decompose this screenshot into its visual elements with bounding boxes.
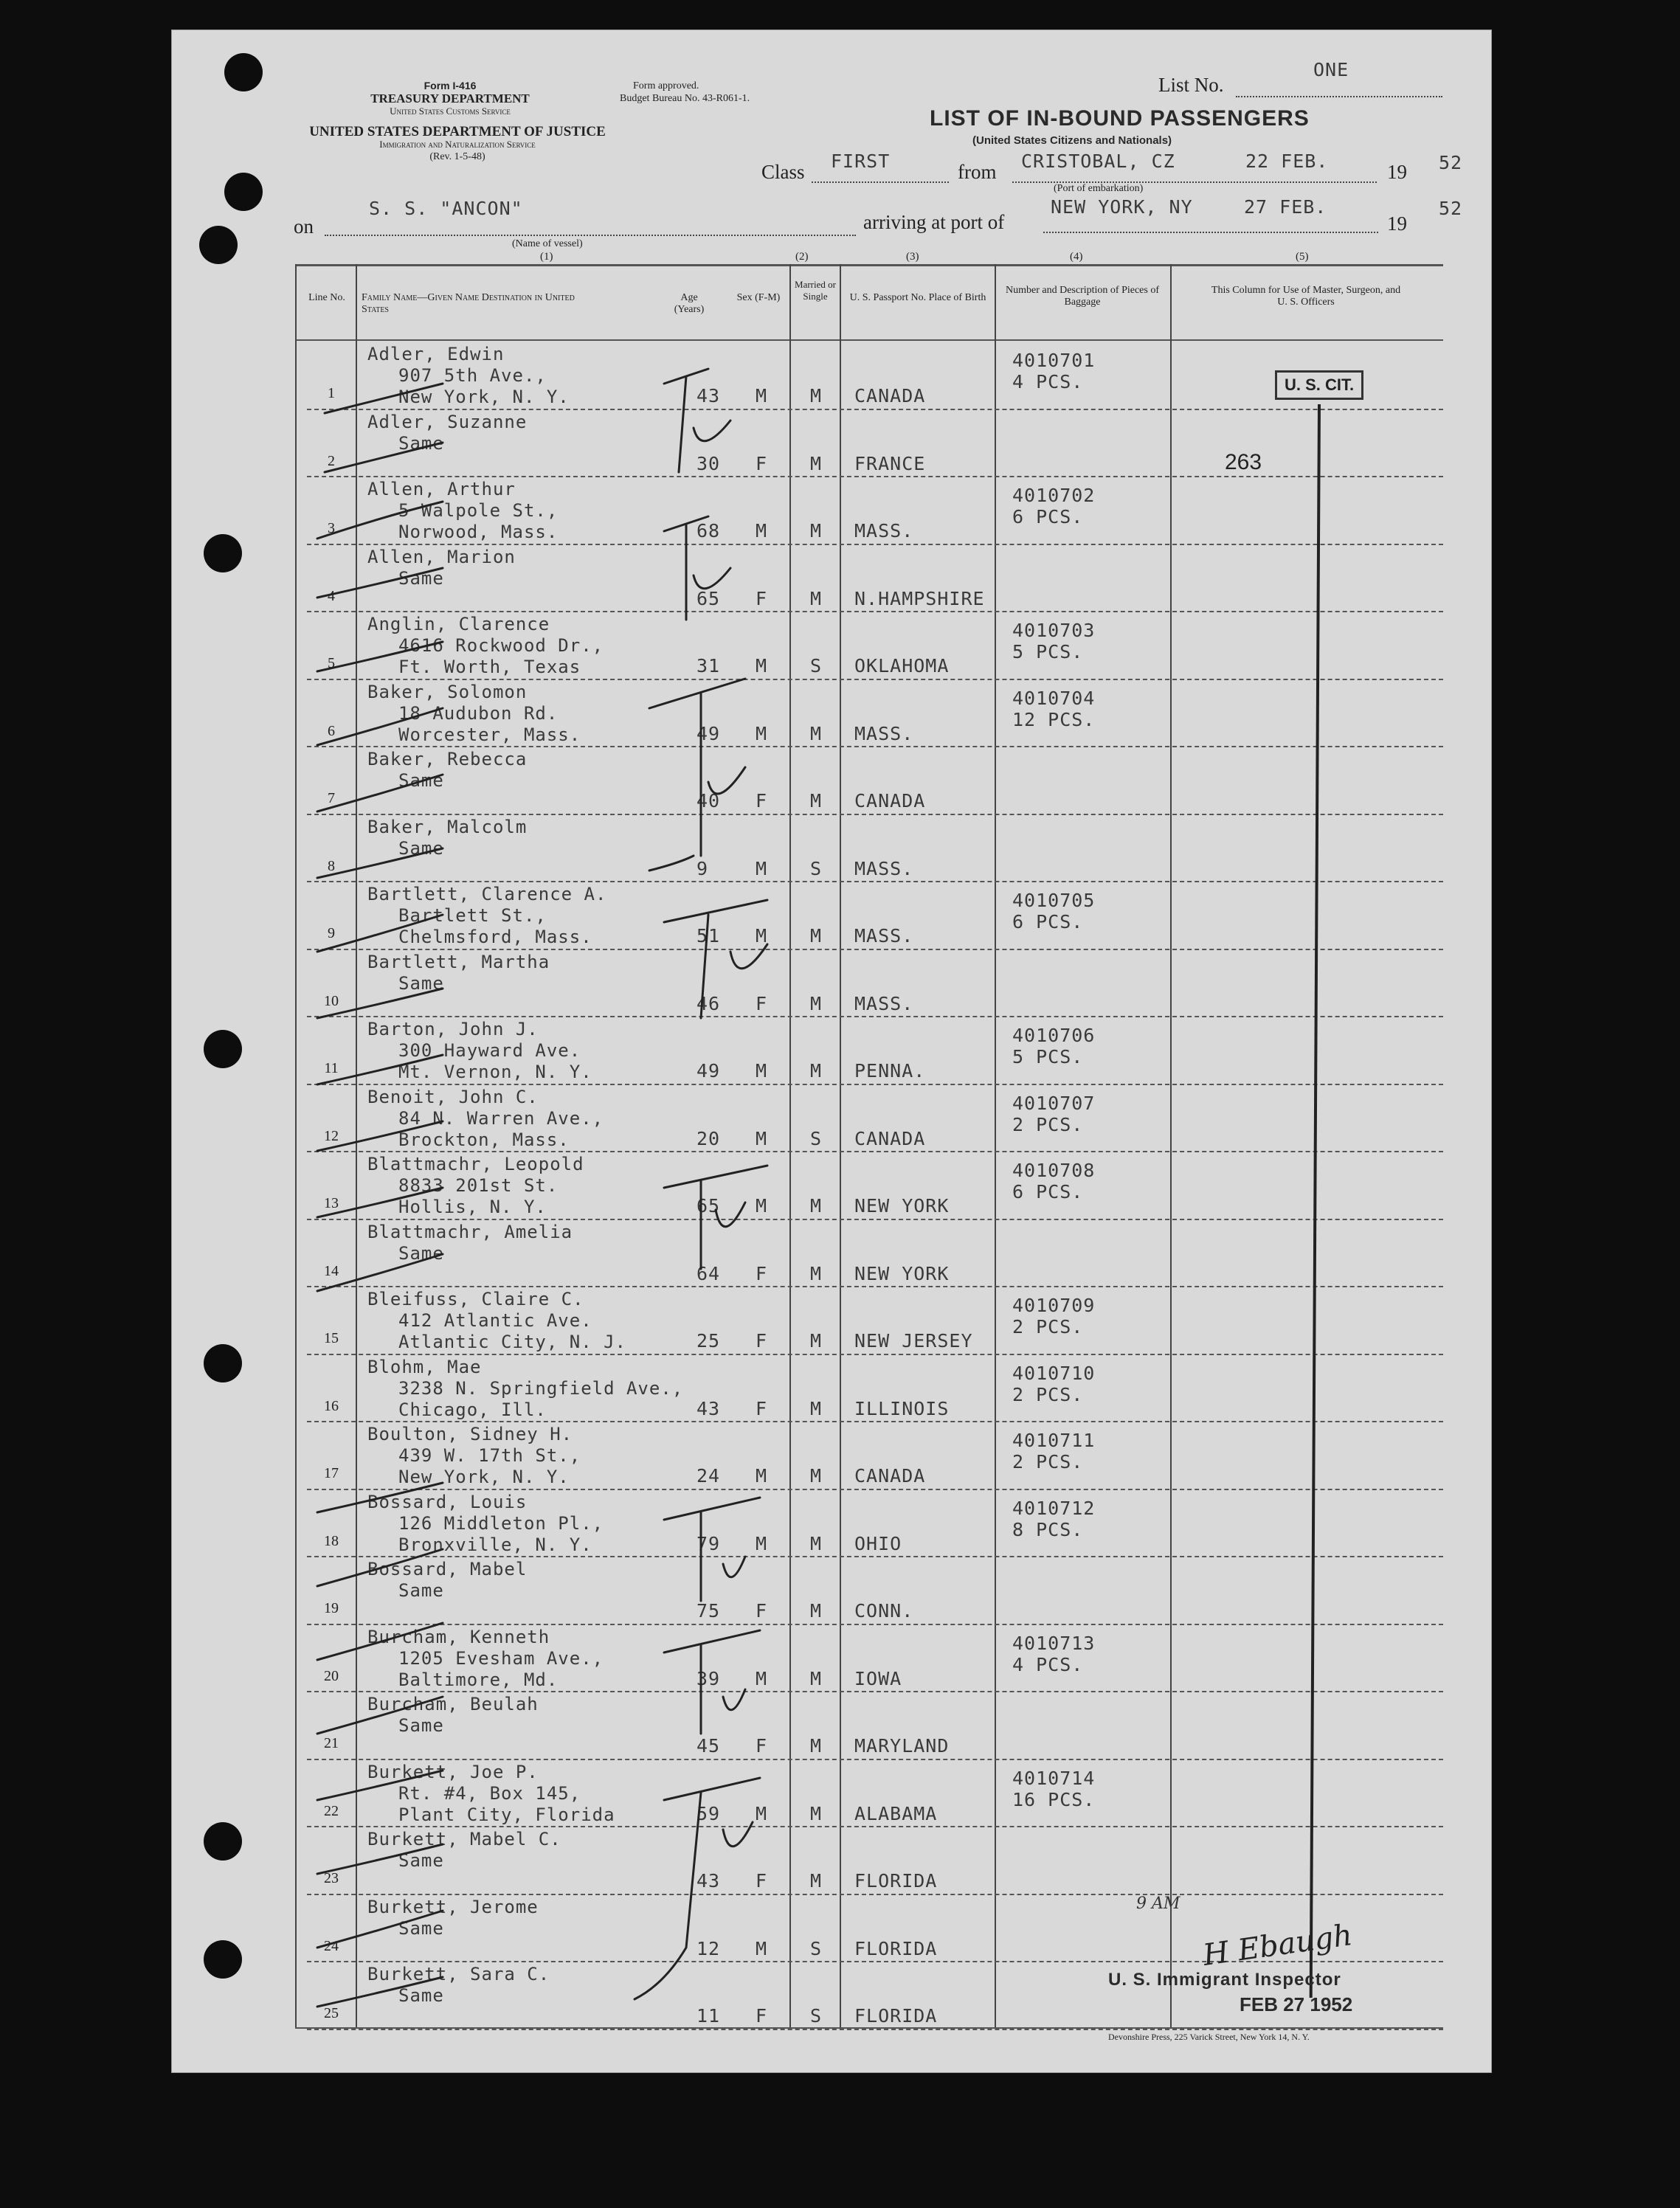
birthplace-value: MASS. [854, 992, 914, 1014]
family-bracket [664, 369, 730, 472]
line-number: 23 [324, 1870, 339, 1886]
passenger-name-line: 126 Middleton Pl., [398, 1512, 604, 1534]
check-mark [317, 1055, 443, 1084]
marital-value: M [810, 1060, 823, 1081]
passenger-name-line: Bleifuss, Claire C. [367, 1289, 584, 1309]
check-mark [317, 775, 443, 811]
line-number: 14 [324, 1262, 339, 1279]
from-value: CRISTOBAL, CZ [1021, 150, 1175, 172]
baggage-line: 5 PCS. [1012, 1046, 1084, 1067]
sex-value: M [756, 1195, 768, 1217]
check-mark [317, 1121, 443, 1151]
line-number: 19 [324, 1600, 339, 1616]
passenger-name-line: 3238 N. Springfield Ave., [398, 1377, 684, 1399]
birthplace-value: IOWA [854, 1667, 902, 1689]
customs-service: United States Customs Service [390, 105, 511, 117]
arrival-date: 27 FEB. [1244, 196, 1327, 218]
line-number: 9 [328, 925, 335, 941]
marital-value: M [810, 1532, 823, 1554]
col-header-line: Line No. [308, 292, 345, 303]
passenger-name-line: 84 N. Warren Ave., [398, 1107, 604, 1129]
passenger-name-line: Baker, Malcolm [367, 816, 528, 837]
col-header-age: Age (Years) [674, 292, 705, 315]
family-bracket [664, 1630, 760, 1734]
marital-value: M [810, 1735, 823, 1757]
age-value: 79 [696, 1532, 721, 1554]
marital-value: S [810, 655, 823, 676]
age-value: 45 [696, 1735, 721, 1757]
marital-value: S [810, 1937, 823, 1959]
passenger-name-line: Benoit, John C. [367, 1086, 539, 1107]
baggage-line: 4010714 [1012, 1767, 1096, 1789]
marital-value: M [810, 1802, 823, 1824]
vessel-name: S. S. "ANCON" [369, 198, 523, 219]
age-value: 43 [696, 1397, 721, 1419]
passenger-name-line: Same [398, 432, 444, 454]
marital-value: M [810, 1262, 823, 1284]
treasury-dept: TREASURY DEPARTMENT [370, 91, 530, 105]
family-bracket [664, 900, 767, 1018]
marital-value: M [810, 587, 823, 609]
marital-value: M [810, 925, 823, 946]
passenger-name-line: Bossard, Mabel [367, 1559, 528, 1579]
sex-value: M [756, 1127, 768, 1149]
marital-value: M [810, 1195, 823, 1217]
passenger-name-line: Anglin, Clarence [367, 614, 550, 634]
family-bracket [635, 1778, 760, 1999]
birthplace-value: MASS. [854, 520, 914, 541]
passenger-name-line: Bartlett St., [398, 905, 547, 926]
sex-value: F [756, 1735, 768, 1757]
birthplace-value: MASS. [854, 722, 914, 744]
passenger-name-line: Burcham, Kenneth [367, 1626, 550, 1647]
passenger-name-line: Same [398, 567, 444, 589]
age-value: 64 [696, 1262, 721, 1284]
marital-value: M [810, 385, 823, 406]
sex-value: F [756, 452, 768, 474]
passenger-name-line: Atlantic City, N. J. [398, 1332, 626, 1352]
col-number-1: (1) [540, 251, 553, 263]
marital-value: M [810, 1397, 823, 1419]
baggage-line: 2 PCS. [1012, 1383, 1084, 1405]
passenger-name-line: Ft. Worth, Texas [398, 657, 581, 677]
list-no-label: List No. [1158, 74, 1224, 96]
passenger-name-line: Baltimore, Md. [398, 1669, 559, 1690]
check-mark [317, 708, 443, 745]
passenger-name-line: Bartlett, Martha [367, 951, 550, 972]
baggage-line: 2 PCS. [1012, 1316, 1084, 1337]
marital-value: M [810, 790, 823, 811]
line-number: 12 [324, 1127, 339, 1144]
birthplace-value: CANADA [854, 1127, 926, 1149]
birthplace-value: FLORIDA [854, 2005, 938, 2027]
birthplace-value: CANADA [854, 790, 926, 811]
passenger-name-line: Allen, Marion [367, 546, 516, 567]
passenger-name-line: Same [398, 1242, 444, 1264]
passenger-name-line: Same [398, 1580, 444, 1601]
sex-value: F [756, 1397, 768, 1419]
age-value: 11 [696, 2005, 721, 2027]
passenger-name-line: 1205 Evesham Ave., [398, 1647, 604, 1669]
passenger-name-line: Bartlett, Clarence A. [367, 884, 607, 904]
check-mark [317, 1697, 443, 1734]
age-value: 65 [696, 1195, 721, 1217]
line-number: 6 [328, 722, 335, 739]
year-2: 52 [1439, 198, 1463, 219]
col-header-passport: U. S. Passport No. Place of Birth [849, 292, 986, 303]
line-number: 5 [328, 655, 335, 671]
birthplace-value: FLORIDA [854, 1937, 938, 1959]
passenger-name-line: Burkett, Mabel C. [367, 1829, 561, 1849]
check-mark [317, 848, 443, 878]
col-header-baggage: Number and Description of Pieces of Baggage [1006, 285, 1159, 308]
ins-service: Immigration and Naturalization Service [379, 139, 536, 150]
birthplace-value: ILLINOIS [854, 1397, 950, 1419]
check-mark [325, 443, 443, 472]
vessel-label: (Name of vessel) [512, 238, 583, 249]
age-value: 68 [696, 520, 721, 541]
passenger-name-line: Blattmachr, Amelia [367, 1221, 573, 1242]
col-header-name: Family Name—Given Name Destination in United States [362, 292, 575, 315]
passenger-name-line: Burkett, Joe P. [367, 1761, 539, 1782]
birthplace-value: OKLAHOMA [854, 655, 950, 676]
arriving-label: arriving at port of [863, 211, 1005, 233]
age-value: 75 [696, 1600, 721, 1622]
year-prefix-1: 19 [1387, 161, 1407, 183]
baggage-line: 4010713 [1012, 1632, 1096, 1654]
birthplace-value: CONN. [854, 1600, 914, 1622]
passenger-name-line: Allen, Arthur [367, 479, 516, 499]
from-label: from [958, 161, 997, 183]
sex-value: F [756, 992, 768, 1014]
line-number: 10 [324, 992, 339, 1009]
sex-value: M [756, 655, 768, 676]
inspector-signature: H Ebaugh [1200, 1918, 1355, 1973]
class-value: FIRST [831, 150, 891, 172]
birthplace-value: NEW YORK [854, 1195, 950, 1217]
passenger-name-line: 439 W. 17th St., [398, 1445, 581, 1466]
line-number: 3 [328, 520, 335, 536]
baggage-line: 4010703 [1012, 620, 1096, 641]
col-header-sex: Sex (F-M) [736, 292, 781, 303]
page-title: LIST OF IN-BOUND PASSENGERS [930, 106, 1310, 131]
passenger-name-line: Blohm, Mae [367, 1356, 482, 1377]
passenger-name-line: Mt. Vernon, N. Y. [398, 1062, 592, 1082]
age-value: 24 [696, 1465, 721, 1487]
sex-value: F [756, 1870, 768, 1892]
year-prefix-2: 19 [1387, 212, 1407, 235]
marital-value: M [810, 992, 823, 1014]
passenger-name-line: Burkett, Jerome [367, 1896, 539, 1917]
baggage-line: 2 PCS. [1012, 1451, 1084, 1472]
passenger-name-line: Bronxville, N. Y. [398, 1534, 592, 1555]
line-number: 13 [324, 1195, 339, 1211]
approved-text: Form approved. [633, 80, 699, 91]
family-bracket [664, 516, 730, 620]
age-value: 40 [696, 790, 721, 811]
arrival-port: NEW YORK, NY [1051, 196, 1193, 218]
age-value: 51 [696, 925, 721, 946]
year-1: 52 [1439, 152, 1463, 173]
line-number: 16 [324, 1397, 339, 1414]
check-mark [325, 384, 443, 413]
sex-value: M [756, 1667, 768, 1689]
baggage-line: 4010711 [1012, 1430, 1096, 1451]
check-mark [317, 502, 443, 539]
passenger-name-line: 5 Walpole St., [398, 500, 559, 521]
baggage-line: 4 PCS. [1012, 371, 1084, 392]
passenger-name-line: Same [398, 1850, 444, 1871]
line-number: 20 [324, 1667, 339, 1684]
col-number-4: (4) [1070, 251, 1083, 263]
age-value: 43 [696, 1870, 721, 1892]
passenger-name-line: New York, N. Y. [398, 387, 570, 407]
baggage-line: 12 PCS. [1012, 708, 1096, 730]
birthplace-value: CANADA [854, 1465, 926, 1487]
line-number: 24 [324, 1937, 339, 1954]
baggage-line: 2 PCS. [1012, 1113, 1084, 1135]
age-value: 9 [696, 857, 709, 879]
passenger-name-line: Same [398, 1985, 444, 2006]
baggage-line: 4010705 [1012, 890, 1096, 911]
birthplace-value: CANADA [854, 385, 926, 406]
sex-value: M [756, 1937, 768, 1959]
family-bracket [664, 1166, 767, 1269]
baggage-line: 4010706 [1012, 1025, 1096, 1046]
passenger-name-line: Bossard, Louis [367, 1491, 528, 1512]
passenger-name-line: 412 Atlantic Ave. [398, 1310, 592, 1331]
col-number-3: (3) [906, 251, 919, 263]
inspector-date: FEB 27 1952 [1240, 1993, 1353, 2015]
line-number: 11 [324, 1060, 339, 1076]
passenger-name-line: 18 Audubon Rd. [398, 702, 559, 724]
age-value: 65 [696, 587, 721, 609]
passenger-name-line: Boulton, Sidney H. [367, 1424, 573, 1444]
passenger-name-line: Same [398, 1917, 444, 1939]
col-number-5: (5) [1296, 251, 1309, 263]
birthplace-value: NEW JERSEY [854, 1330, 973, 1352]
check-mark [317, 568, 443, 598]
marital-value: M [810, 520, 823, 541]
on-label: on [294, 215, 314, 238]
col-header-officers: This Column for Use of Master, Surgeon, and U. S. Officers [1211, 285, 1401, 308]
marital-value: M [810, 1600, 823, 1622]
sex-value: F [756, 790, 768, 811]
sex-value: M [756, 925, 768, 946]
baggage-line: 4010709 [1012, 1295, 1096, 1316]
col-number-2: (2) [795, 251, 809, 263]
baggage-line: 8 PCS. [1012, 1518, 1084, 1540]
birthplace-value: MASS. [854, 857, 914, 879]
baggage-line: 6 PCS. [1012, 506, 1084, 527]
check-mark [317, 1549, 443, 1586]
birthplace-value: NEW YORK [854, 1262, 950, 1284]
line-number: 7 [328, 790, 335, 806]
budget-bureau: Budget Bureau No. 43-R061-1. [620, 93, 750, 104]
age-value: 59 [696, 1802, 721, 1824]
passenger-name-line: Chicago, Ill. [398, 1399, 547, 1420]
time-note: 9 AM [1136, 1894, 1181, 1913]
age-value: 25 [696, 1330, 721, 1352]
passenger-name-line: Norwood, Mass. [398, 522, 559, 542]
port-embark-label: (Port of embarkation) [1054, 183, 1144, 194]
line-number: 15 [324, 1330, 339, 1346]
passenger-name-line: Barton, John J. [367, 1019, 539, 1039]
passenger-name-line: 8833 201st St. [398, 1175, 559, 1196]
sex-value: M [756, 857, 768, 879]
sex-value: F [756, 1600, 768, 1622]
revision: (Rev. 1-5-48) [429, 151, 485, 162]
marital-value: S [810, 857, 823, 879]
sex-value: F [756, 1330, 768, 1352]
passenger-name-line: Rt. #4, Box 145, [398, 1782, 581, 1804]
marital-value: M [810, 452, 823, 474]
passenger-name-line: Burcham, Beulah [367, 1694, 539, 1714]
marital-value: M [810, 1330, 823, 1352]
sex-value: M [756, 385, 768, 406]
line-number: 18 [324, 1532, 339, 1549]
passenger-name-line: Adler, Edwin [367, 344, 505, 364]
birthplace-value: MASS. [854, 925, 914, 946]
sex-value: M [756, 1465, 768, 1487]
baggage-line: 4010712 [1012, 1497, 1096, 1519]
line-number: 21 [324, 1735, 339, 1751]
justice-dept: UNITED STATES DEPARTMENT OF JUSTICE [309, 124, 606, 139]
passenger-name-line: 300 Hayward Ave. [398, 1040, 581, 1061]
passenger-name-line: 907 5th Ave., [398, 365, 547, 386]
family-bracket [649, 679, 745, 871]
col-header-married: Married or Single [795, 279, 836, 302]
check-mark [317, 642, 443, 671]
sex-value: F [756, 587, 768, 609]
baggage-line: 4 PCS. [1012, 1653, 1084, 1675]
age-value: 20 [696, 1127, 721, 1149]
baggage-line: 4010704 [1012, 687, 1096, 709]
baggage-line: 4010702 [1012, 485, 1096, 506]
passenger-name-line: Burkett, Sara C. [367, 1964, 550, 1984]
birthplace-value: MARYLAND [854, 1735, 950, 1757]
baggage-line: 4010708 [1012, 1160, 1096, 1181]
baggage-line: 4010707 [1012, 1092, 1096, 1114]
passenger-name-line: Same [398, 972, 444, 994]
count-263: 263 [1225, 450, 1262, 474]
list-no-value: ONE [1313, 59, 1349, 80]
passenger-name-line: Same [398, 770, 444, 791]
line-number: 4 [328, 587, 335, 604]
line-number: 1 [328, 385, 335, 401]
age-value: 43 [696, 385, 721, 406]
marital-value: M [810, 1667, 823, 1689]
form-number: Form I-416 [424, 80, 477, 91]
page-subtitle: (United States Citizens and Nationals) [972, 134, 1172, 147]
check-mark [317, 989, 443, 1018]
passenger-name-line: Same [398, 837, 444, 859]
check-mark [317, 1844, 443, 1874]
baggage-line: 4010701 [1012, 350, 1096, 371]
age-value: 12 [696, 1937, 721, 1959]
passenger-name-line: Chelmsford, Mass. [398, 927, 592, 947]
sex-value: M [756, 722, 768, 744]
line-number: 2 [328, 452, 335, 469]
age-value: 30 [696, 452, 721, 474]
check-mark [317, 1188, 443, 1217]
birthplace-value: FRANCE [854, 452, 926, 474]
passenger-name-line: Adler, Suzanne [367, 411, 528, 432]
sex-value: M [756, 1802, 768, 1824]
passenger-name-line: New York, N. Y. [398, 1467, 570, 1487]
printer-imprint: Devonshire Press, 225 Varick Street, New York 14, N. Y. [1108, 2032, 1310, 2042]
baggage-line: 5 PCS. [1012, 641, 1084, 662]
check-mark [317, 1771, 443, 1800]
check-mark [317, 1977, 443, 2007]
check-mark [317, 915, 443, 952]
marital-value: M [810, 1870, 823, 1892]
passenger-name-line: Plant City, Florida [398, 1804, 615, 1825]
check-mark [317, 1911, 443, 1948]
marital-value: M [810, 1465, 823, 1487]
sex-value: M [756, 1532, 768, 1554]
sex-value: M [756, 1060, 768, 1081]
birthplace-value: OHIO [854, 1532, 902, 1554]
baggage-line: 16 PCS. [1012, 1788, 1096, 1810]
age-value: 49 [696, 1060, 721, 1081]
passenger-name-line: Baker, Solomon [367, 681, 528, 702]
passenger-name-line: Blattmachr, Leopold [367, 1154, 584, 1174]
passenger-name-line: 4616 Rockwood Dr., [398, 635, 604, 656]
passenger-name-line: Same [398, 1715, 444, 1736]
us-citizen-stamp: U. S. CIT. [1275, 370, 1363, 400]
line-number: 25 [324, 2005, 339, 2021]
baggage-line: 6 PCS. [1012, 911, 1084, 932]
passenger-name-line: Hollis, N. Y. [398, 1197, 547, 1217]
line-number: 8 [328, 857, 335, 874]
check-mark [317, 1623, 443, 1660]
age-value: 49 [696, 722, 721, 744]
birthplace-value: FLORIDA [854, 1870, 938, 1892]
class-label: Class [761, 161, 805, 183]
sex-value: M [756, 520, 768, 541]
marital-value: S [810, 2005, 823, 2027]
sex-value: F [756, 2005, 768, 2027]
from-date: 22 FEB. [1245, 150, 1329, 172]
age-value: 31 [696, 655, 721, 676]
marital-value: M [810, 722, 823, 744]
line-number: 22 [324, 1802, 339, 1819]
baggage-line: 4010710 [1012, 1362, 1096, 1384]
birthplace-value: PENNA. [854, 1060, 926, 1081]
inspector-label: U. S. Immigrant Inspector [1108, 1970, 1341, 1990]
marital-value: S [810, 1127, 823, 1149]
passenger-name-line: Brockton, Mass. [398, 1129, 570, 1150]
passenger-name-line: Worcester, Mass. [398, 724, 581, 745]
check-mark [317, 1254, 443, 1291]
check-mark [317, 1483, 443, 1512]
age-value: 46 [696, 992, 721, 1014]
passenger-name-line: Baker, Rebecca [367, 749, 528, 769]
baggage-line: 6 PCS. [1012, 1181, 1084, 1202]
family-bracket [664, 1498, 760, 1601]
age-value: 39 [696, 1667, 721, 1689]
birthplace-value: ALABAMA [854, 1802, 938, 1824]
line-number: 17 [324, 1465, 339, 1481]
birthplace-value: N.HAMPSHIRE [854, 587, 985, 609]
sex-value: F [756, 1262, 768, 1284]
